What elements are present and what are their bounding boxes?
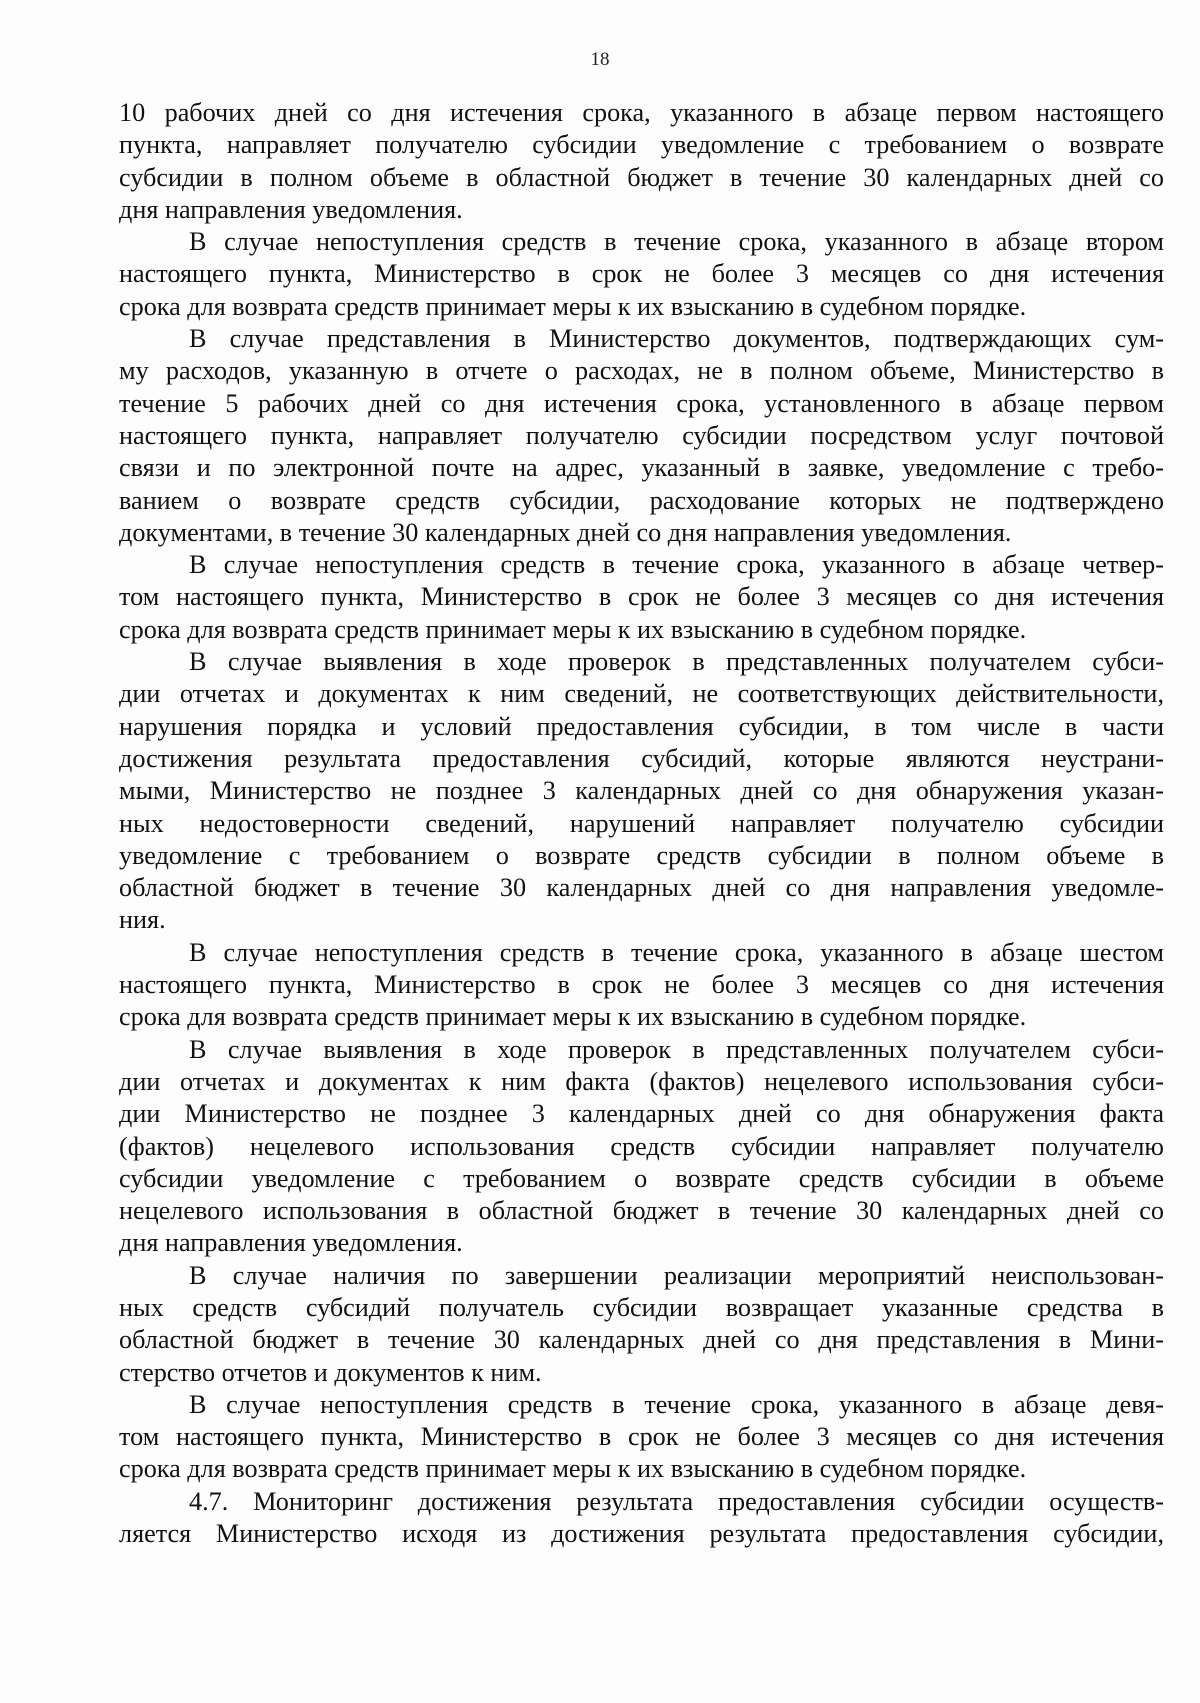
text-line: мыми, Министерство не позднее 3 календарных дней со дня обнаружения указан- [119,776,1164,806]
text-line: дня направления уведомления. [119,1228,463,1258]
text-line: дии отчетах и документах к ним факта (фактов) нецелевого использования субси- [119,1066,1164,1096]
text-line: ных средств субсидий получатель субсидии возвращает указанные средства в [119,1292,1164,1322]
text-line: нецелевого использования в областной бюджет в течение 30 календарных дней со [119,1196,1164,1226]
text-line: му расходов, указанную в отчете о расходах, не в полном объеме, Министерство в [119,356,1164,386]
text-line: ных недостоверности сведений, нарушений направляет получателю субсидии [119,808,1164,838]
text-line: областной бюджет в течение 30 календарных дней со дня представления в Мини- [119,1325,1164,1355]
text-line: пункта, направляет получателю субсидии уведомление с требованием о возврате [119,130,1164,160]
text-line: срока для возврата средств принимает меры к их взысканию в судебном порядке. [119,291,1027,321]
text-line: субсидии уведомление с требованием о возврате средств субсидии в объеме [119,1163,1164,1193]
text-line: дня направления уведомления. [119,194,463,224]
text-line: В случае непоступления средств в течение срока, указанного в абзаце четвер- [189,550,1164,580]
text-line: ния. [119,905,166,935]
text-line: том настоящего пункта, Министерство в срок не более 3 месяцев со дня истечения [119,1422,1164,1452]
text-line: настоящего пункта, Министерство в срок не более 3 месяцев со дня истечения [119,259,1164,289]
text-line: В случае представления в Министерство документов, подтверждающих сум- [189,324,1164,354]
text-line: (фактов) нецелевого использования средств субсидии направляет получателю [119,1131,1164,1161]
text-line: 10 рабочих дней со дня истечения срока, указанного в абзаце первом настоящего [119,98,1164,127]
text-line: стерство отчетов и документов к ним. [119,1357,542,1387]
text-line: ляется Министерство исходя из достижения результата предоставления субсидии, [119,1519,1164,1549]
text-line: В случае непоступления средств в течение срока, указанного в абзаце шестом [189,937,1164,967]
text-line: субсидии в полном объеме в областной бюджет в течение 30 календарных дней со [119,162,1164,192]
text-line: В случае выявления в ходе проверок в представленных получателем субси- [189,647,1164,677]
text-line: нарушения порядка и условий предоставления субсидии, в том числе в части [119,711,1164,741]
text-line: течение 5 рабочих дней со дня истечения срока, установленного в абзаце первом [119,388,1164,418]
text-line: дии отчетах и документах к ним сведений, не соответствующих действительности, [119,679,1164,709]
text-line: 4.7. Мониторинг достижения результата предоставления субсидии осуществ- [189,1486,1164,1516]
text-line: В случае выявления в ходе проверок в представленных получателем субси- [189,1034,1164,1064]
text-line: дии Министерство не позднее 3 календарных дней со дня обнаружения факта [119,1099,1164,1129]
text-line: В случае наличия по завершении реализации мероприятий неиспользован- [189,1260,1164,1290]
text-line: В случае непоступления средств в течение срока, указанного в абзаце втором [189,227,1164,257]
text-line: срока для возврата средств принимает меры к их взысканию в судебном порядке. [119,1002,1027,1032]
text-line: связи и по электронной почте на адрес, указанный в заявке, уведомление с требо- [119,453,1164,483]
page-number: 18 [590,49,610,70]
text-line: настоящего пункта, Министерство в срок не более 3 месяцев со дня истечения [119,970,1164,1000]
text-line: уведомление с требованием о возврате средств субсидии в полном объеме в [119,840,1164,870]
text-line: областной бюджет в течение 30 календарных дней со дня направления уведомле- [119,873,1164,903]
document-body [119,97,1164,1550]
text-line: срока для возврата средств принимает меры к их взысканию в судебном порядке. [119,614,1027,644]
text-line: документами, в течение 30 календарных дней со дня направления уведомления. [119,517,1012,547]
text-line: достижения результата предоставления субсидий, которые являются неустрани- [119,743,1164,773]
text-line: срока для возврата средств принимает меры к их взысканию в судебном порядке. [119,1454,1027,1484]
text-line: том настоящего пункта, Министерство в срок не более 3 месяцев со дня истечения [119,582,1164,612]
text-line: ванием о возврате средств субсидии, расходование которых не подтверждено [119,485,1164,515]
text-line: В случае непоступления средств в течение срока, указанного в абзаце девя- [189,1389,1164,1419]
text-line: настоящего пункта, направляет получателю субсидии посредством услуг почтовой [119,420,1164,450]
